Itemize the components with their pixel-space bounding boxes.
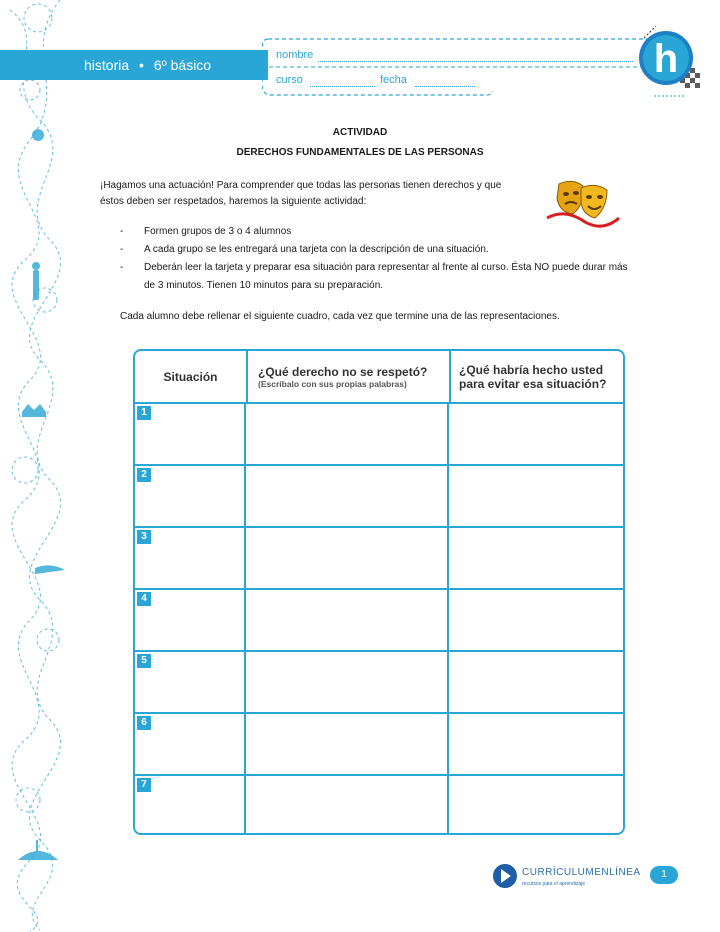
footer-brand: CURRÍCULUMENLÍNEA <box>522 867 641 878</box>
separator: • <box>139 57 144 73</box>
instructions-list <box>120 223 640 295</box>
table-row[interactable] <box>135 528 623 590</box>
header-derecho-title: ¿Qué derecho no se respetó? <box>258 364 428 379</box>
subject-label: historia <box>84 57 130 73</box>
header-evitar-title: ¿Qué habría hecho usted para evitar esa situación? <box>459 362 607 391</box>
header-situacion: Situación <box>135 351 246 404</box>
decorative-left-border <box>0 0 84 932</box>
table-instruction: Cada alumno debe rellenar el siguiente cuadro, cada vez que termine una de las representaciones. <box>120 311 560 322</box>
answer-table <box>133 349 625 835</box>
activity-subtitle: DERECHOS FUNDAMENTALES DE LAS PERSONAS <box>236 147 484 158</box>
row-number: 3 <box>137 530 151 544</box>
list-item: - Deberán leer la tarjeta y preparar esa situación para representar al frente al curso. Ésta NO puede durar más de 3 minutos. Tienen 10 minutos para su preparación. <box>120 259 640 295</box>
table-row[interactable] <box>135 714 623 776</box>
row-number: 7 <box>137 778 151 792</box>
course-label: curso <box>276 74 303 86</box>
row-number: 4 <box>137 592 151 606</box>
list-item: - A cada grupo se les entregará una tarjeta con la descripción de una situación. <box>120 241 640 259</box>
intro-paragraph: ¡Hagamos una actuación! Para comprender que todas las personas tienen derechos y que éstos deben ser respetados, haremos la siguiente actividad: <box>100 180 502 207</box>
row-number: 2 <box>137 468 151 482</box>
name-label: nombre <box>276 49 314 61</box>
header-evitar <box>449 351 623 404</box>
table-row[interactable] <box>135 466 623 528</box>
logo-letter: h <box>653 37 679 81</box>
column-divider <box>244 404 246 833</box>
table-row[interactable] <box>135 776 623 835</box>
name-input-line[interactable] <box>318 61 633 62</box>
subject-banner <box>0 50 268 80</box>
grade-label: 6º básico <box>153 57 212 73</box>
table-row[interactable] <box>135 590 623 652</box>
column-divider <box>447 404 449 833</box>
table-row[interactable] <box>135 652 623 714</box>
course-input-line[interactable] <box>310 86 375 87</box>
row-number: 6 <box>137 716 151 730</box>
date-input-line[interactable] <box>415 86 475 87</box>
date-label: fecha <box>380 74 407 86</box>
row-number: 5 <box>137 654 151 668</box>
footer-tagline: recursos para el aprendizaje <box>522 881 586 887</box>
page-number: 1 <box>650 866 678 884</box>
row-number: 1 <box>137 406 151 420</box>
list-item: - Formen grupos de 3 o 4 alumnos <box>120 223 640 241</box>
activity-title: ACTIVIDAD <box>332 127 388 138</box>
header-derecho-subtitle: (Escríbalo con sus propias palabras) <box>258 378 407 389</box>
table-row[interactable] <box>135 404 623 466</box>
header-derecho <box>246 351 449 404</box>
h-logo-icon <box>636 20 700 98</box>
